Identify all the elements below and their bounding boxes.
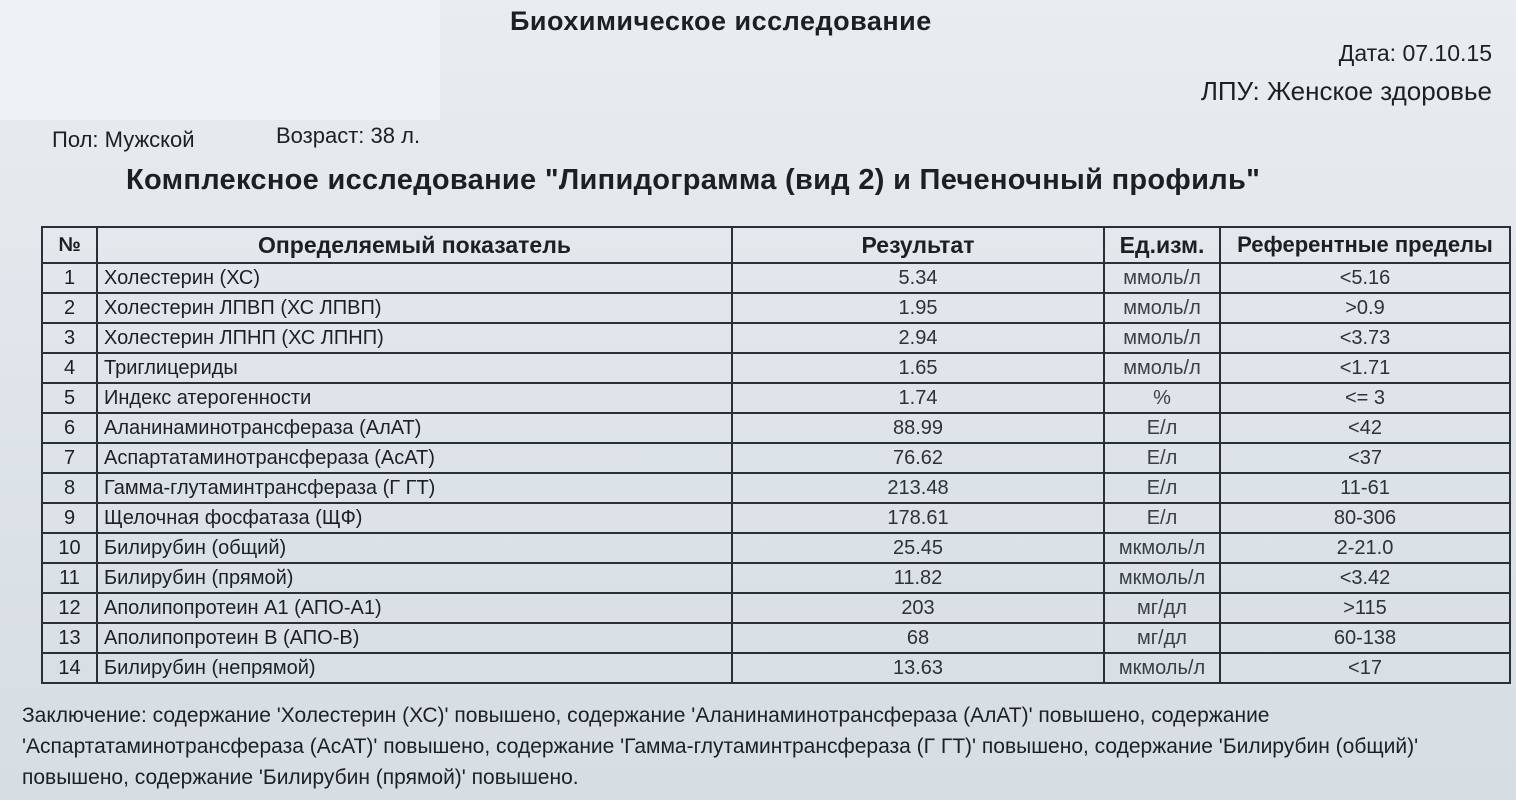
row-number: 10 (42, 533, 97, 563)
row-unit: мкмоль/л (1104, 533, 1220, 563)
row-number: 1 (42, 263, 97, 293)
patient-sex: Пол: Мужской (52, 127, 195, 152)
row-unit: ммоль/л (1104, 263, 1220, 293)
table-row (42, 353, 1510, 383)
row-parameter: Триглицериды (97, 353, 732, 383)
row-reference: <3.42 (1220, 563, 1510, 593)
row-unit: мкмоль/л (1104, 653, 1220, 683)
row-parameter: Холестерин (ХС) (97, 263, 732, 293)
row-reference: 2-21.0 (1220, 533, 1510, 563)
row-reference: 11-61 (1220, 473, 1510, 503)
row-result: 76.62 (732, 443, 1104, 473)
row-number: 3 (42, 323, 97, 353)
row-number: 2 (42, 293, 97, 323)
row-unit: мкмоль/л (1104, 563, 1220, 593)
paper-tab (0, 0, 440, 120)
row-number: 11 (42, 563, 97, 593)
row-number: 9 (42, 503, 97, 533)
row-result: 2.94 (732, 323, 1104, 353)
table-row (42, 623, 1510, 653)
table-row (42, 443, 1510, 473)
row-parameter: Аполипопротеин А1 (АПО-А1) (97, 593, 732, 623)
row-reference: <17 (1220, 653, 1510, 683)
column-header-number: № (42, 227, 97, 263)
row-unit: ммоль/л (1104, 353, 1220, 383)
table-row (42, 383, 1510, 413)
table-header-row (42, 227, 1510, 263)
table-row (42, 263, 1510, 293)
document-title: Биохимическое исследование (510, 6, 932, 36)
row-number: 5 (42, 383, 97, 413)
row-number: 13 (42, 623, 97, 653)
row-number: 14 (42, 653, 97, 683)
table-row (42, 533, 1510, 563)
column-header-reference: Референтные пределы (1220, 227, 1510, 263)
row-unit: мг/дл (1104, 593, 1220, 623)
row-parameter: Билирубин (общий) (97, 533, 732, 563)
row-result: 1.95 (732, 293, 1104, 323)
patient-age: Возраст: 38 л. (276, 123, 421, 148)
row-unit: ммоль/л (1104, 293, 1220, 323)
row-reference: <42 (1220, 413, 1510, 443)
table-row (42, 563, 1510, 593)
row-result: 13.63 (732, 653, 1104, 683)
row-reference: <5.16 (1220, 263, 1510, 293)
row-reference: >115 (1220, 593, 1510, 623)
conclusion-text: Заключение: содержание 'Холестерин (ХС)' повышено, содержание 'Аланинаминотрансфераза (АлАТ)' повышено, содержание 'Аспартатаминотрансфераза (АсАТ)' повышено, содержание 'Гамма-глутаминтрансфераза (Г ГТ)' повышено, содержание 'Билирубин (общий)' повышено, содержание 'Билирубин (прямой)' повышено. (22, 704, 1419, 789)
row-number: 12 (42, 593, 97, 623)
row-result: 1.74 (732, 383, 1104, 413)
row-parameter: Аполипопротеин В (АПО-В) (97, 623, 732, 653)
row-result: 88.99 (732, 413, 1104, 443)
date-field: Дата: 07.10.15 (1338, 40, 1492, 66)
row-parameter: Холестерин ЛПВП (ХС ЛПВП) (97, 293, 732, 323)
row-parameter: Билирубин (прямой) (97, 563, 732, 593)
table-row (42, 503, 1510, 533)
table-row (42, 653, 1510, 683)
row-parameter: Щелочная фосфатаза (ЩФ) (97, 503, 732, 533)
clinic-field: ЛПУ: Женское здоровье (1200, 76, 1492, 106)
row-result: 1.65 (732, 353, 1104, 383)
row-result: 68 (732, 623, 1104, 653)
row-result: 25.45 (732, 533, 1104, 563)
row-result: 213.48 (732, 473, 1104, 503)
row-parameter: Билирубин (непрямой) (97, 653, 732, 683)
row-reference: 80-306 (1220, 503, 1510, 533)
row-reference: 60-138 (1220, 623, 1510, 653)
table-row (42, 473, 1510, 503)
table-row (42, 323, 1510, 353)
row-unit: Е/л (1104, 413, 1220, 443)
row-reference: <1.71 (1220, 353, 1510, 383)
row-unit: Е/л (1104, 473, 1220, 503)
row-parameter: Аланинаминотрансфераза (АлАТ) (97, 413, 732, 443)
row-parameter: Холестерин ЛПНП (ХС ЛПНП) (97, 323, 732, 353)
row-parameter: Гамма-глутаминтрансфераза (Г ГТ) (97, 473, 732, 503)
column-header-result: Результат (732, 227, 1104, 263)
row-unit: ммоль/л (1104, 323, 1220, 353)
table-row (42, 293, 1510, 323)
row-parameter: Аспартатаминотрансфераза (АсАТ) (97, 443, 732, 473)
column-header-unit: Ед.изм. (1104, 227, 1220, 263)
row-unit: мг/дл (1104, 623, 1220, 653)
table-row (42, 413, 1510, 443)
row-result: 178.61 (732, 503, 1104, 533)
row-result: 203 (732, 593, 1104, 623)
row-reference: <3.73 (1220, 323, 1510, 353)
row-unit: Е/л (1104, 503, 1220, 533)
study-title: Комплексное исследование "Липидограмма (вид 2) и Печеночный профиль" (126, 164, 1261, 196)
row-number: 4 (42, 353, 97, 383)
row-number: 6 (42, 413, 97, 443)
row-reference: <37 (1220, 443, 1510, 473)
row-reference: >0.9 (1220, 293, 1510, 323)
row-unit: Е/л (1104, 443, 1220, 473)
row-result: 11.82 (732, 563, 1104, 593)
table-row (42, 593, 1510, 623)
column-header-parameter: Определяемый показатель (97, 227, 732, 263)
row-number: 7 (42, 443, 97, 473)
row-unit: % (1104, 383, 1220, 413)
row-result: 5.34 (732, 263, 1104, 293)
row-number: 8 (42, 473, 97, 503)
row-parameter: Индекс атерогенности (97, 383, 732, 413)
results-table (41, 226, 1511, 684)
row-reference: <= 3 (1220, 383, 1510, 413)
